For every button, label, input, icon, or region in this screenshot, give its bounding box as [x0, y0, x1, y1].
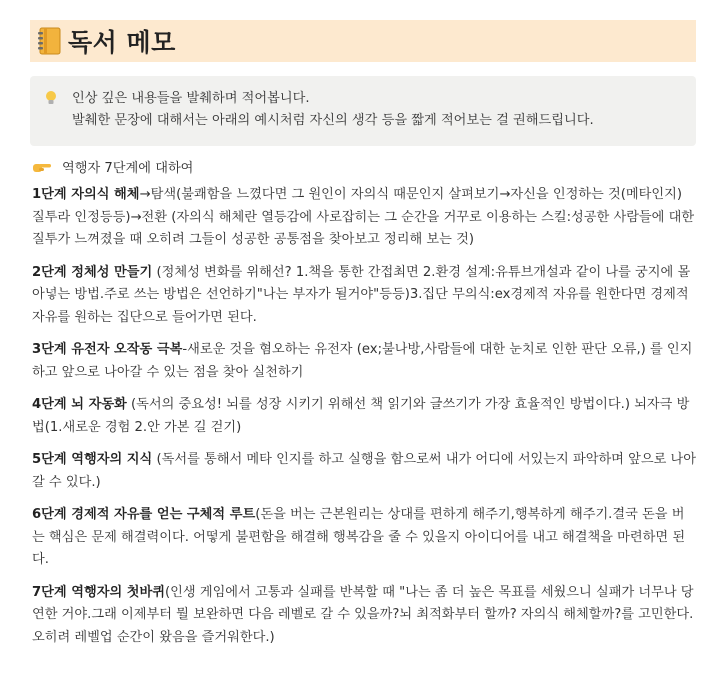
step-7 [32, 582, 696, 650]
step-3 [32, 339, 696, 384]
step-4 [32, 394, 696, 439]
callout-line-2: 발췌한 문장에 대해서는 아래의 예시처럼 자신의 생각 등을 짧게 적어보는 걸 권해드립니다. [72, 113, 594, 128]
step-4-body: (독서의 중요성! 뇌를 성장 시키기 위해선 책 읽기와 글쓰기가 가장 효율적인 방법이다.) 뇌자극 방법(1.새로운 경험 2.안 가본 길 걷기) [32, 397, 690, 435]
steps-list [32, 184, 696, 659]
notebook-icon [36, 27, 62, 55]
callout-box [30, 76, 696, 146]
step-6-title: 6단계 경제적 자유를 얻는 구체적 루트 [32, 507, 256, 522]
pointing-hand-icon [32, 160, 52, 174]
step-5-title: 5단계 역행자의 지식 [32, 452, 153, 467]
step-5 [32, 449, 696, 494]
step-1-title: 1단계 자의식 해체 [32, 187, 140, 202]
step-6 [32, 504, 696, 572]
step-2 [32, 262, 696, 330]
lightbulb-icon [44, 90, 58, 106]
intro-text: 역행자 7단계에 대하여 [62, 161, 194, 176]
step-1 [32, 184, 696, 252]
step-6-body: (돈을 버는 근본원리는 상대를 편하게 해주기,행복하게 해주기.결국 돈을 버는 핵심은 문제 해결력이다. 어떻게 불편함을 해결해 행복감을 줄 수 있을지 아이디어를 내고 해결책을 마련하면 된다. [32, 507, 686, 567]
step-7-title: 7단계 역행자의 첫바퀴 [32, 584, 166, 600]
step-5-body: (독서를 통해서 메타 인지를 하고 실행을 함으로써 내가 어디에 서있는지 파악하며 앞으로 나아갈 수 있다.) [32, 452, 697, 490]
step-7-body: (인생 게임에서 고통과 실패를 반복할 때 "나는 좀 더 높은 목표를 세웠으니 실패가 너무나 당연한 거야.그래 이제부터 뭘 보완하면 다음 레벨로 갈 수 있을까?뇌 최적화부터 할까? 자의식 해체할까?를 고민한다.오히려 레벨업 순간이 왔음을 즐거워한다.) [32, 584, 694, 645]
step-4-title: 4단계 뇌 자동화 [32, 397, 127, 412]
intro-line [32, 157, 193, 176]
step-1-body: →탐색(불쾌함을 느꼈다면 그 원인이 자의식 때문인지 살펴보기→자신을 인정하는 것(메타인지) 질투라 인정등등)→전환 (자의식 해체란 열등감에 사로잡히는 그 순간을 거꾸로 이용하는 스킬:성공한 사람들에 대한 질투가 느껴졌을 때 오히려 그들이 성공한 공통점을 찾아보고 정리해 보는 것) [32, 187, 695, 247]
step-3-body: -새로운 것을 혐오하는 유전자 (ex;불나방,사람들에 대한 눈치로 인한 판단 오류,) 를 인지하고 앞으로 나아갈 수 있는 점을 찾아 실천하기 [32, 342, 693, 380]
step-3-title: 3단계 유전자 오작동 극복 [32, 342, 183, 357]
step-2-title: 2단계 정체성 만들기 [32, 264, 153, 280]
page-title: 독서 메모 [68, 28, 176, 57]
callout-line-1: 인상 깊은 내용들을 발췌하며 적어봅니다. [72, 91, 310, 106]
page-title-bar [30, 20, 696, 62]
step-2-body: (정체성 변화를 위해선? 1.책을 통한 간접최면 2.환경 설계:유튜브개설과 같이 나를 궁지에 몰아넣는 방법.주로 쓰는 방법은 선언하기"나는 부자가 될거야"등등)3.집단 무의식:ex경제적 자유를 원한다면 경제적 자유를 원하는 집단으로 들어가면 된다. [32, 264, 691, 325]
